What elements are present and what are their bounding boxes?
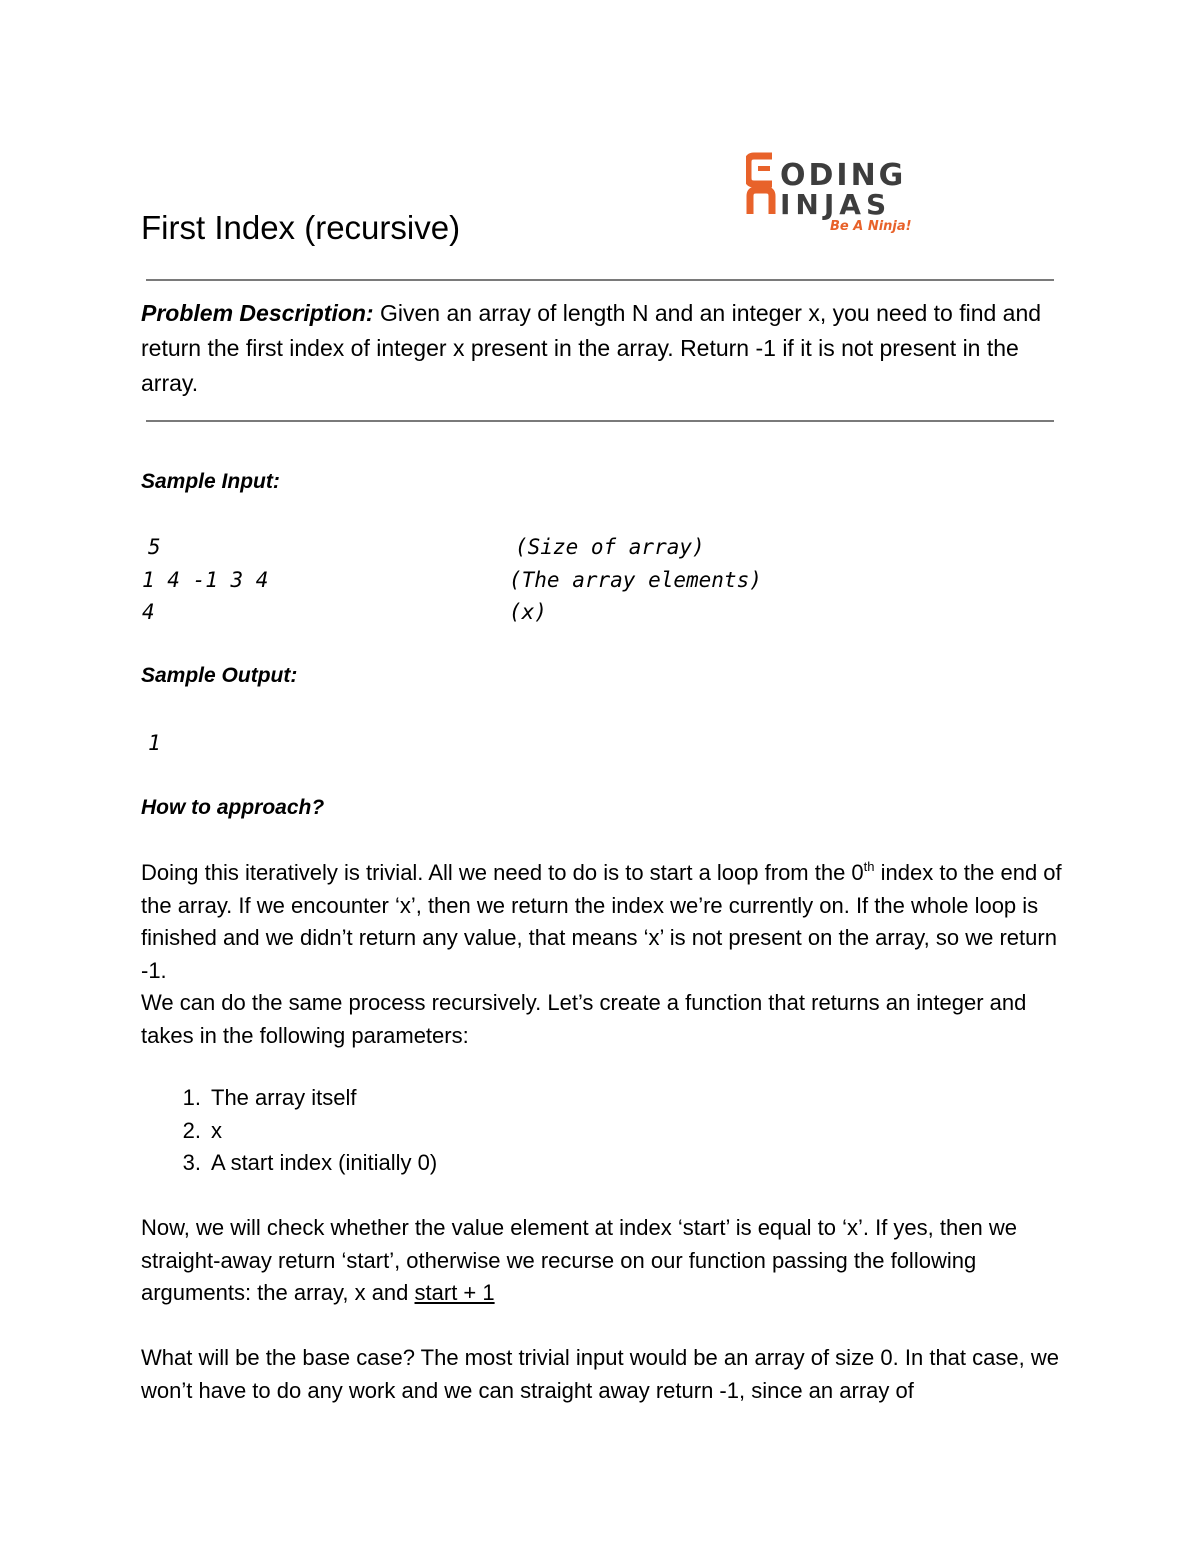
problem-label: Problem Description:: [141, 300, 374, 326]
list-number: 2.: [182, 1117, 201, 1143]
sample-output-value: 1: [148, 731, 161, 755]
divider-top: [146, 279, 1054, 281]
divider-bottom: [146, 420, 1054, 422]
logo-graphic: [746, 150, 924, 234]
sample-input-value-2: 1 4 -1 3 4: [142, 568, 269, 592]
approach-heading: How to approach?: [141, 796, 325, 819]
sample-input-value-3: 4: [142, 600, 155, 624]
svg-text:Be A Ninja!: Be A Ninja!: [830, 219, 912, 234]
list-item: [141, 1082, 437, 1115]
svg-text:ODING: ODING: [780, 158, 907, 193]
list-number: 3.: [182, 1150, 201, 1175]
coding-ninjas-logo: [746, 150, 924, 234]
list-item: [141, 1147, 437, 1180]
sample-input-heading: Sample Input:: [141, 470, 280, 493]
start-plus-one-link[interactable]: start + 1: [414, 1280, 495, 1305]
sample-input-value-1: 5: [148, 535, 161, 559]
page-title: First Index (recursive): [141, 209, 461, 246]
problem-text: Given an array of length N and an integer x, you need to find and return the first index of integer x present in the array. Return -1 if it is not present in the array.: [141, 300, 1042, 396]
svg-text:INJAS: INJAS: [780, 188, 892, 221]
sample-input-comment-3: (x): [509, 600, 547, 624]
sample-input-comment-2: (The array elements): [509, 568, 762, 592]
list-text: A start index (initially 0): [211, 1150, 438, 1175]
approach-p1-sup: th: [863, 859, 875, 874]
list-item: [141, 1115, 437, 1148]
approach-paragraph-4: What will be the base case? The most trivial input would be an array of size 0. In that case, we won’t have to do any work and we can straight away return -1, since an array of: [141, 1345, 1059, 1403]
approach-paragraph-2: We can do the same process recursively. Let’s create a function that returns an integer and takes in the following parameters:: [141, 990, 1027, 1048]
approach-paragraph-1: [141, 857, 1071, 987]
list-text: The array itself: [211, 1085, 357, 1110]
problem-description: [141, 296, 1071, 401]
sample-output-heading: Sample Output:: [141, 664, 298, 687]
parameter-list: [141, 1082, 437, 1180]
sample-input-comment-1: (Size of array): [515, 535, 705, 559]
approach-p1-text-b: index to the end of the array. If we encounter ‘x’, then we return the index we’re currently on. If the whole loop is finished and we didn’t return any value, that means ‘x’ is not present on the array, so we return -1.: [141, 860, 1062, 983]
approach-paragraph-3: [141, 1212, 1071, 1310]
approach-p3-text: Now, we will check whether the value element at index ‘start’ is equal to ‘x’. If yes, then we straight-away return ‘start’, otherwise we recurse on our function passing the following arguments: the array, x and: [141, 1215, 1017, 1305]
list-text: x: [211, 1117, 222, 1143]
approach-p1-text-a: Doing this iteratively is trivial. All we need to do is to start a loop from the 0: [141, 860, 864, 885]
list-number: 1.: [182, 1085, 201, 1110]
